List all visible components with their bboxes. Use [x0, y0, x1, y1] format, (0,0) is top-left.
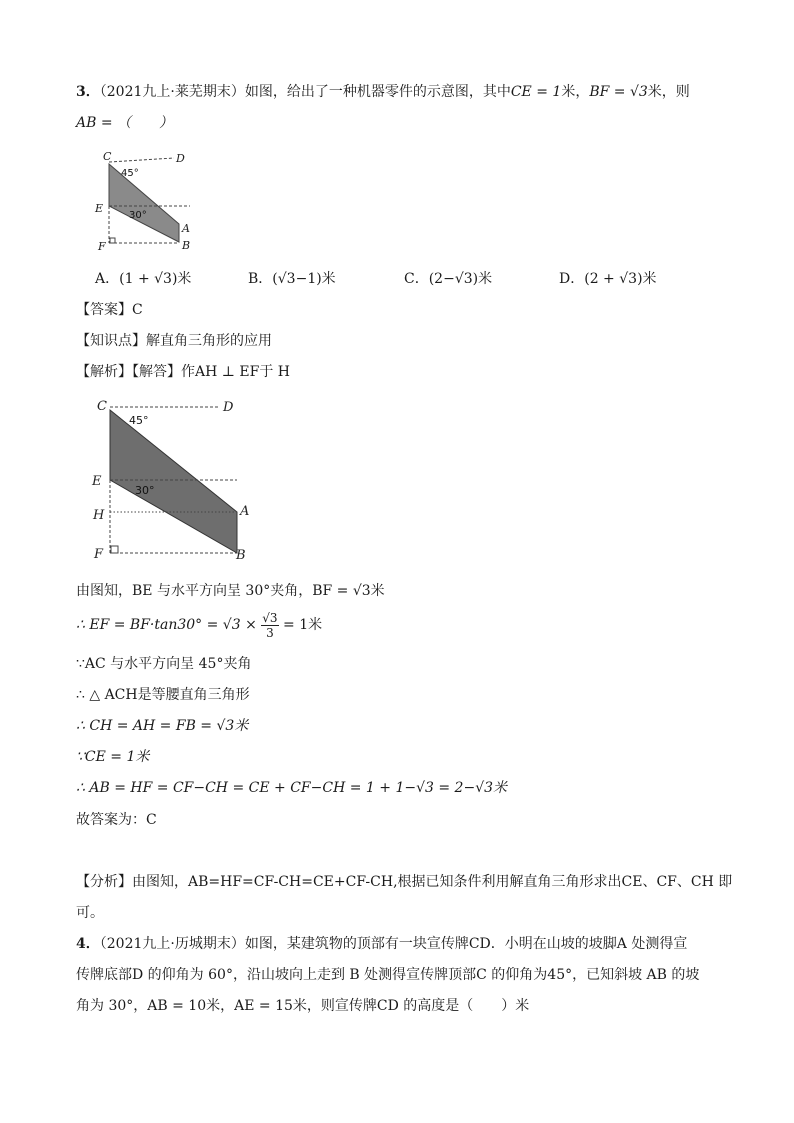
option-d-letter: D． [559, 271, 585, 287]
analysis-line-2: 可。 [76, 905, 104, 921]
q3-source: （2021九上·莱芜期末） [99, 84, 245, 100]
answer-value: C [132, 302, 143, 318]
q4-text-1: 如图，某建筑物的顶部有一块宣传牌CD．小明在山坡的坡脚A 处测得宣 [244, 936, 688, 952]
solution-label-F: F [94, 547, 104, 562]
knowledge-point-text: 解直角三角形的应用 [146, 333, 272, 349]
solution-part-shape [110, 410, 237, 553]
q3-unit-2: 米，则 [647, 84, 690, 100]
fraction-root3-over-3 [261, 611, 278, 640]
solution-label-B: B [236, 548, 246, 563]
solution-label-D: D [223, 400, 234, 415]
option-b-letter: B． [248, 271, 273, 287]
solution-label-H: H [93, 508, 105, 523]
solution-right-angle-mark [111, 546, 118, 553]
solution-step-6: ∵CE = 1米 [76, 749, 150, 765]
option-a[interactable] [95, 269, 191, 289]
solution-conclusion: 故答案为：C [76, 812, 157, 828]
fraction-denominator: 3 [266, 625, 274, 640]
q3-stem-line1 [76, 82, 690, 102]
solution-intro: 作AH ⊥ EF于 H [181, 364, 290, 380]
q3-label-B: B [182, 239, 191, 252]
solution-label-E: E [92, 474, 102, 489]
q3-label-C: C [103, 150, 112, 163]
q3-top-dash [109, 158, 174, 162]
q3-number: 3． [76, 84, 100, 100]
solution-step-7: ∴ AB = HF = CF−CH = CE + CF−CH = 1 + 1−√3 = 2−√3米 [76, 780, 508, 796]
solution-step-1: 由图知，BE 与水平方向呈 30°夹角，BF = √3米 [76, 583, 385, 599]
option-c-letter: C． [404, 271, 429, 287]
option-d-value: (2 + √3)米 [584, 271, 657, 287]
solution-step-2-post: = 1米 [283, 617, 323, 633]
q3-stem-line2 [76, 113, 173, 133]
q3-bf: BF = √3 [589, 84, 648, 100]
option-a-value: (1 + √3)米 [119, 271, 192, 287]
solution-figure [86, 393, 256, 565]
q4-line-2: 传牌底部D 的仰角为 60°，沿山坡向上走到 B 处测得宣传牌顶部C 的仰角为45°，已知斜坡 AB 的坡 [76, 967, 700, 983]
q3-label-A: A [182, 222, 190, 235]
q3-label-E: E [95, 202, 104, 215]
option-d[interactable] [559, 269, 657, 289]
q4-line-3: 角为 30°，AB = 10米，AE = 15米，则宣传牌CD 的高度是（ ）米 [76, 998, 530, 1014]
option-c[interactable] [404, 269, 492, 289]
q3-right-angle-mark [110, 238, 115, 243]
q3-angle-30: 30° [129, 210, 147, 221]
answer-tag: 【答案】 [76, 302, 132, 318]
solution-angle-30: 30° [135, 484, 155, 497]
q4-source: （2021九上·历城期末） [99, 936, 245, 952]
solution-intro-line [76, 362, 290, 382]
answer-line [76, 300, 143, 320]
solution-label-C: C [97, 399, 107, 414]
q3-unit-1: 米， [561, 84, 590, 100]
knowledge-point-line [76, 331, 272, 351]
q3-ab: AB = （ ） [76, 115, 174, 131]
solution-step-4: ∴ △ ACH是等腰直角三角形 [76, 687, 250, 703]
fraction-numerator: √3 [262, 610, 278, 625]
q3-label-F: F [98, 240, 106, 253]
solution-label-A: A [240, 504, 250, 519]
solution-step-2 [76, 610, 322, 640]
option-b-value: (√3−1)米 [272, 271, 336, 287]
option-a-letter: A． [95, 271, 120, 287]
q3-figure [92, 148, 202, 256]
q3-ce: CE = 1 [510, 84, 562, 100]
solution-step-5: ∴ CH = AH = FB = √3米 [76, 718, 249, 734]
q3-label-D: D [176, 152, 185, 165]
analysis-tag: 【分析】 [76, 874, 132, 890]
solution-step-2-pre: ∴ EF = BF·tan30° = √3 × [76, 617, 257, 633]
q4-number: 4． [76, 936, 100, 952]
q4-line-1 [76, 934, 687, 954]
solution-tag: 【解析】【解答】 [76, 364, 181, 380]
q3-text: 如图，给出了一种机器零件的示意图，其中 [244, 84, 511, 100]
knowledge-point-tag: 【知识点】 [76, 333, 146, 349]
option-b[interactable] [248, 269, 336, 289]
analysis-line-1 [76, 872, 732, 892]
q3-part-shape [109, 164, 179, 242]
analysis-text-1: 由图知，AB=HF=CF-CH=CE+CF-CH,根据已知条件利用解直角三角形求出CE、CF、CH 即 [132, 874, 733, 890]
solution-step-3: ∵AC 与水平方向呈 45°夹角 [76, 656, 252, 672]
solution-angle-45: 45° [129, 414, 149, 427]
option-c-value: (2−√3)米 [428, 271, 493, 287]
q3-angle-45: 45° [121, 168, 139, 179]
